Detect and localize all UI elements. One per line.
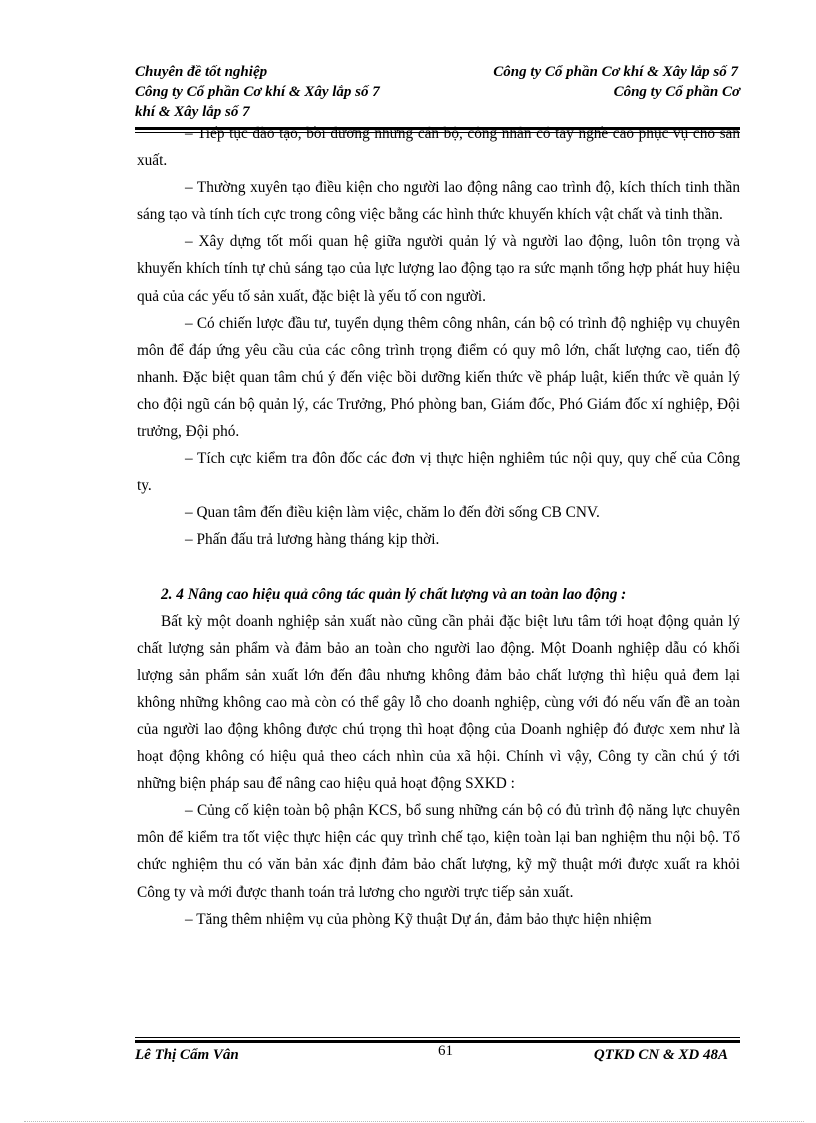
- header-line-3: [135, 102, 740, 122]
- company-name: Công ty Cổ phần Cơ khí & Xây lắp số 7: [493, 64, 738, 80]
- body-paragraph: – Phấn đấu trả lương hàng tháng kịp thời.: [185, 531, 440, 549]
- document-body: [137, 120, 740, 933]
- body-paragraph: – Quan tâm đến điều kiện làm việc, chăm lo đến đời sống CB CNV.: [185, 504, 600, 522]
- paragraph-spacer: [137, 554, 740, 581]
- class-code: QTKD CN & XD 48A: [593, 1047, 728, 1063]
- company-name-fragment: Công ty Cổ phần Cơ: [613, 84, 740, 100]
- footer-rule-thin: [135, 1037, 740, 1038]
- page-boundary-line: [24, 1121, 804, 1122]
- body-paragraph: – Tăng thêm nhiệm vụ của phòng Kỹ thuật Dự án, đảm bảo thực hiện nhiệm: [185, 910, 652, 928]
- body-paragraph: – Tích cực kiểm tra đôn đốc các đơn vị thực hiện nghiêm túc nội quy, quy chế của Công ty.: [137, 450, 740, 495]
- company-name-repeat: Công ty Cổ phần Cơ khí & Xây lắp số 7: [135, 84, 380, 100]
- header-line-1: [135, 62, 740, 82]
- author-name: Lê Thị Cẩm Vân: [135, 1047, 239, 1063]
- body-paragraph: – Có chiến lược đầu tư, tuyển dụng thêm công nhân, cán bộ có trình độ nghiệp vụ chuyên môn để đáp ứng yêu cầu của các công trình trọng điểm có quy mô lớn, chất lượng cao, tiến độ nhanh. Đặc biệt quan tâm chú ý đến việc bồi dưỡng kiến thức về pháp luật, kiến thức về quản lý cho đội ngũ cán bộ quản lý, các Trưởng, Phó phòng ban, Giám đốc, Phó Giám đốc xí nghiệp, Đội trưởng, Đội phó.: [137, 314, 740, 441]
- thesis-title: Chuyên đề tốt nghiệp: [135, 64, 268, 80]
- page-number: 61: [438, 1043, 453, 1059]
- header-line-2: [135, 82, 740, 102]
- section-heading: 2. 4 Nâng cao hiệu quả công tác quản lý chất lượng và an toàn lao động :: [161, 585, 627, 603]
- page-header: [135, 62, 740, 122]
- body-paragraph: – Thường xuyên tạo điều kiện cho người lao động nâng cao trình độ, kích thích tinh thần sáng tạo và tính tích cực trong công việc bằng các hình thức khuyến khích vật chất và tinh thần.: [137, 179, 740, 224]
- body-paragraph: – Củng cố kiện toàn bộ phận KCS, bổ sung những cán bộ có đủ trình độ năng lực chuyên môn để kiểm tra tốt việc thực hiện các quy trình chế tạo, kiện toàn lại ban nghiệm thu nội bộ. Tổ chức nghiệm thu có văn bản xác định đảm bảo chất lượng, kỹ mỹ thuật mới được xuất ra khỏi Công ty và mới được thanh toán trả lương cho người trực tiếp sản xuất.: [137, 802, 740, 901]
- company-name-continuation: khí & Xây lắp số 7: [135, 104, 250, 120]
- body-paragraph: – Tiếp tục đào tạo, bồi dưỡng những cán bộ, công nhân có tay nghề cao phục vụ cho sản xuất.: [137, 125, 740, 170]
- body-paragraph: Bất kỳ một doanh nghiệp sản xuất nào cũng cần phải đặc biệt lưu tâm tới hoạt động quản lý chất lượng sản phẩm và đảm bảo an toàn cho người lao động. Một Doanh nghiệp dẫu có khối lượng sản phẩm sản xuất lớn đến đâu nhưng không đảm bảo chất lượng thì hiệu quả đem lại không những không cao mà còn có thể gây lỗ cho doanh nghiệp, cùng với đó nếu vấn đề an toàn của người lao động không được chú trọng thì hoạt động của Doanh nghiệp đó được xem như là hoạt động không có hiệu quả theo cách nhìn của xã hội. Chính vì vậy, Công ty cần chú ý tới những biện pháp sau để nâng cao hiệu quả hoạt động SXKD :: [137, 612, 740, 793]
- body-paragraph: – Xây dựng tốt mối quan hệ giữa người quản lý và người lao động, luôn tôn trọng và khuyến khích tính tự chủ sáng tạo của lực lượng lao động tạo ra sức mạnh tổng hợp phát huy hiệu quả của các yếu tố sản xuất, đặc biệt là yếu tố con người.: [137, 233, 740, 305]
